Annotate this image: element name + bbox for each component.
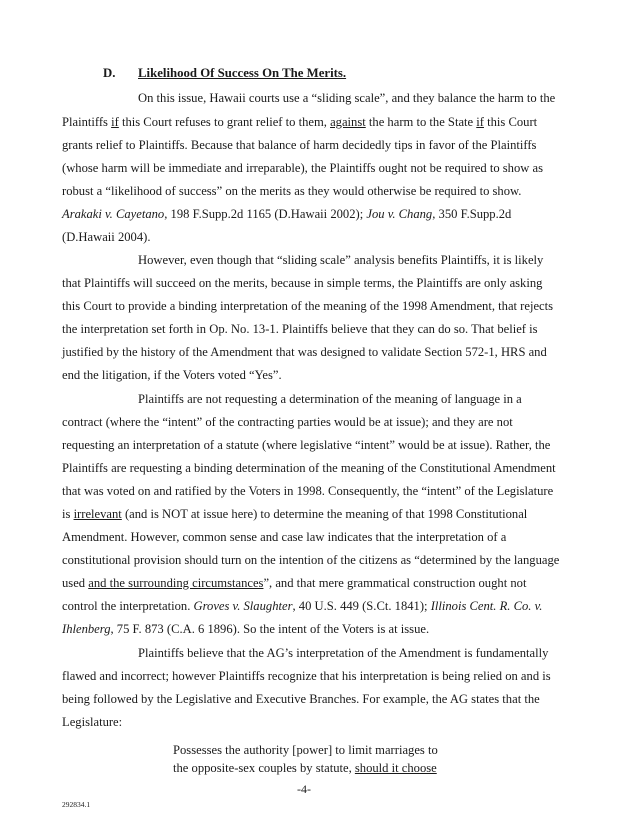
- text-line: used and the surrounding circumstances”, and that mere grammatical construction ought not: [62, 576, 527, 590]
- text-line: However, even though that “sliding scale” analysis benefits Plaintiffs, it is likely: [138, 253, 544, 267]
- text-line: Ihlenberg, 75 F. 873 (C.A. 6 1896). So the intent of the Voters is at issue.: [62, 622, 430, 636]
- quote-line: the opposite-sex couples by statute, should it choose: [173, 761, 437, 775]
- text-line: Legislature:: [62, 715, 123, 729]
- text-line: grants relief to Plaintiffs. Because that balance of harm decidedly tips in favor of the Plaintiffs: [62, 138, 537, 152]
- emphasis-if: if: [111, 115, 119, 129]
- text-line: (D.Hawaii 2004).: [62, 230, 151, 244]
- emphasis-circumstances: and the surrounding circumstances: [88, 576, 264, 590]
- case-citation: Jou v. Chang: [366, 207, 433, 221]
- text-line: constitutional provision should turn on the intention of the citizens as “determined by the language: [62, 553, 560, 567]
- text-line: flawed and incorrect; however Plaintiffs recognize that his interpretation is being relied on and is: [62, 669, 551, 683]
- text-line: end the litigation, if the Voters voted “Yes”.: [62, 368, 282, 382]
- document-id: 292834.1: [62, 800, 91, 809]
- text-line: that Plaintiffs will succeed on the merits, because in simple terms, the Plaintiffs are only asking: [62, 276, 543, 290]
- text-line: that was voted on and ratified by the Voters in 1998. Consequently, the “intent” of the Legislature: [62, 484, 554, 498]
- text-line: the interpretation set forth in Op. No. 13-1. Plaintiffs believe that they can do so. That belief is: [62, 322, 538, 336]
- text-line: Plaintiffs believe that the AG’s interpretation of the Amendment is fundamentally: [138, 646, 549, 660]
- text-line: control the interpretation. Groves v. Slaughter, 40 U.S. 449 (S.Ct. 1841); Illinois Cent. R. Co. v.: [62, 599, 543, 613]
- section-letter: D.: [103, 66, 116, 80]
- case-citation: Groves v. Slaughter: [193, 599, 293, 613]
- text-line: Arakaki v. Cayetano, 198 F.Supp.2d 1165 (D.Hawaii 2002); Jou v. Chang, 350 F.Supp.2d: [62, 207, 512, 221]
- emphasis-irrelevant: irrelevant: [73, 507, 122, 521]
- emphasis-if: if: [476, 115, 484, 129]
- text-line: Amendment. However, common sense and case law indicates that the interpretation of a: [62, 530, 507, 544]
- text-line: robust a “likelihood of success” on the merits as they would otherwise be required to show.: [62, 184, 522, 198]
- text-line: (whose harm will be immediate and irreparable), the Plaintiffs ought not be required to show as: [62, 161, 543, 175]
- quote-line: Possesses the authority [power] to limit marriages to: [173, 743, 438, 757]
- text-line: Plaintiffs are not requesting a determination of the meaning of language in a: [138, 392, 522, 406]
- case-citation: Illinois Cent. R. Co. v.: [430, 599, 543, 613]
- text-line: being followed by the Legislative and Executive Branches. For example, the AG states that the: [62, 692, 540, 706]
- text-line: contract (where the “intent” of the contracting parties would be at issue); and they are not: [62, 415, 513, 429]
- section-heading: Likelihood Of Success On The Merits.: [138, 66, 347, 80]
- case-citation: Ihlenberg: [62, 622, 111, 636]
- emphasis-should-it-choose: should it choose: [354, 761, 437, 775]
- page-number: -4-: [297, 782, 311, 796]
- emphasis-against: against: [330, 115, 366, 129]
- text-line: Plaintiffs if this Court refuses to grant relief to them, against the harm to the State if this Court: [62, 115, 538, 129]
- case-citation: Arakaki v. Cayetano: [62, 207, 165, 221]
- text-line: is irrelevant (and is NOT at issue here) to determine the meaning of that 1998 Constitutional: [62, 507, 528, 521]
- text-line: On this issue, Hawaii courts use a “sliding scale”, and they balance the harm to the: [138, 91, 556, 105]
- text-line: this Court to provide a binding interpretation of the meaning of the 1998 Amendment, that rejects: [62, 299, 554, 313]
- text-line: justified by the history of the Amendment that was designed to validate Section 572-1, HRS and: [62, 345, 547, 359]
- text-line: requesting an interpretation of a statute (where legislative “intent” would be at issue). Rather, the: [62, 438, 551, 452]
- text-line: Plaintiffs are requesting a binding determination of the meaning of the Constitutional Amendment: [62, 461, 556, 475]
